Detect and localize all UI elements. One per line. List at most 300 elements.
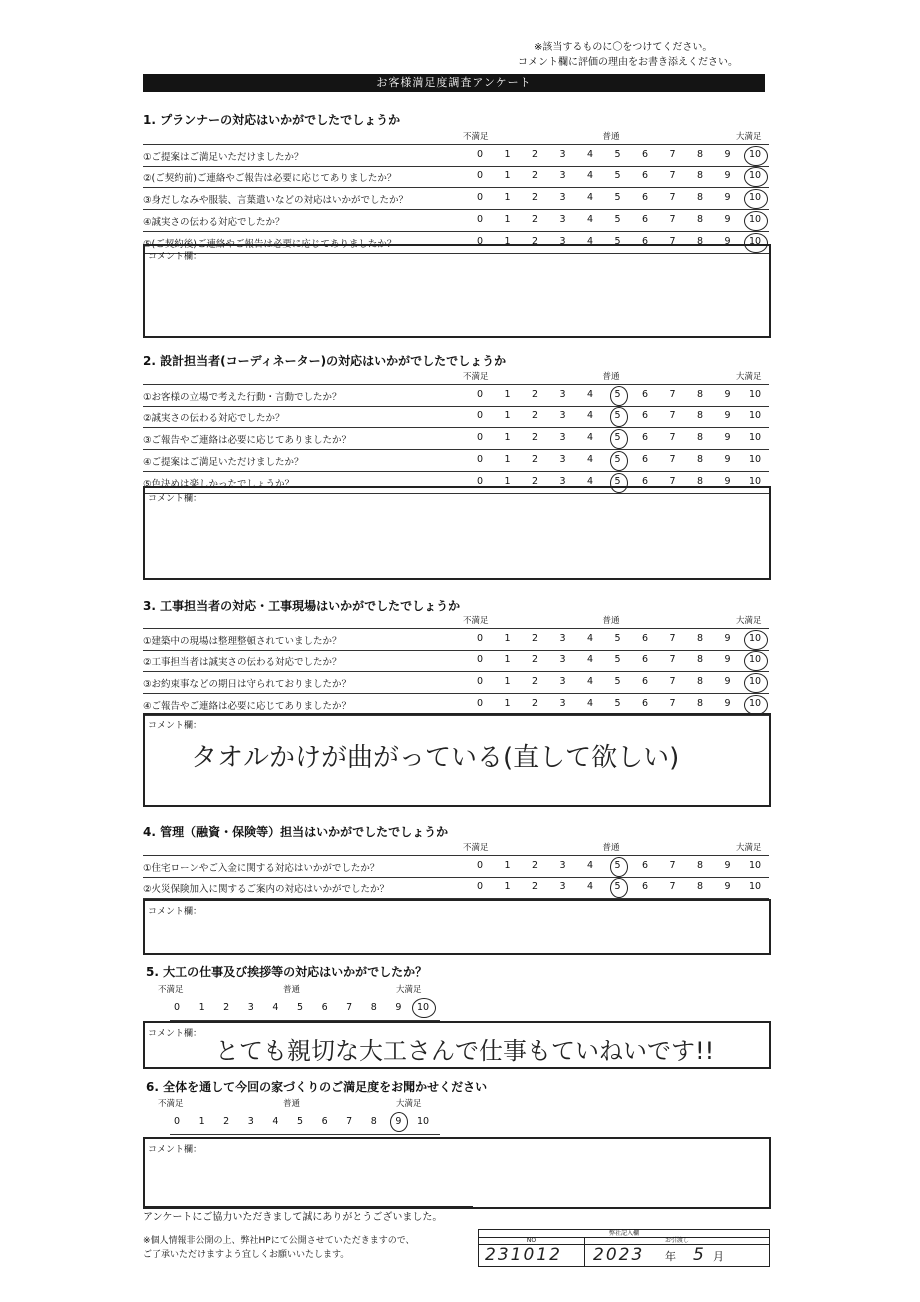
rating-option[interactable]: 4 — [586, 149, 594, 160]
rating-option[interactable]: 4 — [586, 170, 594, 181]
rating-option[interactable]: 4 — [586, 410, 594, 421]
rating-option[interactable]: 2 — [531, 698, 539, 709]
selected-rating-circle — [610, 878, 628, 898]
rating-option[interactable]: 2 — [531, 236, 539, 247]
rating-option[interactable]: 2 — [531, 432, 539, 443]
rating-option[interactable]: 7 — [669, 410, 676, 421]
rating-option[interactable]: 4 — [272, 1116, 279, 1127]
rating-option[interactable]: 2 — [531, 860, 539, 871]
rating-option[interactable]: 8 — [696, 698, 704, 709]
comment-box[interactable] — [143, 486, 771, 580]
selected-rating-circle — [744, 189, 768, 209]
rating-option[interactable]: 10 — [748, 389, 762, 400]
rating-option[interactable]: 1 — [504, 410, 511, 421]
rating-option[interactable]: 4 — [586, 432, 594, 443]
question-row — [143, 877, 769, 899]
rating-option[interactable]: 2 — [223, 1116, 230, 1127]
rating-option[interactable]: 6 — [641, 654, 649, 665]
rating-option[interactable]: 10 — [748, 170, 762, 181]
rating-option[interactable]: 0 — [476, 633, 484, 644]
rating-option[interactable]: 8 — [696, 410, 704, 421]
rating-option[interactable]: 9 — [724, 698, 731, 709]
rating-option[interactable]: 3 — [559, 654, 566, 665]
rating-option[interactable]: 7 — [669, 676, 676, 687]
rating-option[interactable]: 6 — [641, 698, 649, 709]
rating-option[interactable]: 9 — [724, 676, 731, 687]
question-text: ①建築中の現場は整理整頓されていましたか？ — [143, 636, 342, 647]
rating-option[interactable]: 10 — [748, 236, 762, 247]
no-label: NO — [479, 1238, 585, 1245]
rating-option[interactable]: 8 — [696, 476, 704, 487]
rating-option[interactable]: 4 — [586, 236, 594, 247]
section-title: 5. 大工の仕事及び挨拶等の対応はいかがでしたか？ — [146, 965, 428, 979]
rating-scale — [473, 192, 773, 206]
rating-option[interactable]: 3 — [247, 1002, 254, 1013]
rating-option[interactable]: 6 — [641, 476, 649, 487]
question-row — [143, 855, 769, 878]
rating-option[interactable]: 1 — [504, 860, 511, 871]
rating-option[interactable]: 6 — [641, 214, 649, 225]
scale-label-low: 不満足 — [463, 616, 489, 626]
rating-option[interactable]: 6 — [641, 149, 649, 160]
question-row — [143, 672, 769, 694]
rating-option[interactable]: 2 — [531, 149, 539, 160]
rating-option[interactable]: 0 — [476, 432, 484, 443]
question-row — [143, 166, 769, 188]
rating-option[interactable]: 4 — [272, 1002, 279, 1013]
section-title: 2. 設計担当者(コーディネーター)の対応はいかがでしたでしょうか — [143, 354, 507, 368]
scale-label-high: 大満足 — [736, 843, 762, 853]
rating-option[interactable]: 2 — [531, 454, 539, 465]
rating-option[interactable]: 10 — [748, 149, 762, 160]
rating-option[interactable]: 1 — [504, 654, 511, 665]
rating-option[interactable]: 9 — [395, 1002, 402, 1013]
office-use-header: 弊社記入欄 — [479, 1230, 769, 1238]
rating-option[interactable]: 5 — [614, 476, 621, 487]
rating-option[interactable]: 3 — [559, 149, 566, 160]
rating-option[interactable]: 0 — [173, 1002, 181, 1013]
scale-label-low: 不満足 — [158, 1099, 184, 1109]
table-divider — [584, 1245, 585, 1266]
instruction-note-1: ※該当するものに〇をつけてください。 — [534, 42, 713, 53]
rating-option[interactable]: 0 — [476, 236, 484, 247]
rating-option[interactable]: 10 — [416, 1002, 430, 1013]
selected-rating-circle — [744, 167, 768, 187]
rating-option[interactable]: 10 — [748, 410, 762, 421]
rating-option[interactable]: 0 — [476, 389, 484, 400]
rating-option[interactable]: 2 — [531, 214, 539, 225]
rating-option[interactable]: 9 — [724, 410, 731, 421]
rating-option[interactable]: 1 — [198, 1116, 205, 1127]
rating-option[interactable]: 4 — [586, 698, 594, 709]
rating-option[interactable]: 3 — [559, 236, 566, 247]
section-title: 6. 全体を通して今回の家づくりのご満足度をお聞かせください — [146, 1080, 488, 1094]
section-title: 4. 管理（融資・保険等）担当はいかがでしたでしょうか — [143, 825, 449, 839]
question-row — [143, 144, 769, 167]
rating-option[interactable]: 1 — [504, 633, 511, 644]
rating-option[interactable]: 2 — [531, 476, 539, 487]
rating-option[interactable]: 3 — [559, 214, 566, 225]
rating-option[interactable]: 8 — [370, 1116, 377, 1127]
scale-label-high: 大満足 — [396, 985, 422, 995]
rating-option[interactable]: 3 — [559, 410, 566, 421]
rating-option[interactable]: 8 — [696, 676, 704, 687]
rating-option[interactable]: 9 — [724, 476, 731, 487]
rating-option[interactable]: 2 — [531, 170, 539, 181]
selected-rating-circle — [610, 451, 628, 471]
rating-option[interactable]: 3 — [559, 432, 566, 443]
rating-option[interactable]: 7 — [669, 236, 676, 247]
scale-label-high: 大満足 — [736, 616, 762, 626]
month-unit: 月 — [713, 1250, 724, 1263]
comment-label: コメント欄： — [148, 252, 203, 262]
rating-option[interactable]: 3 — [559, 170, 566, 181]
rating-scale — [473, 389, 773, 403]
rating-option[interactable]: 10 — [748, 654, 762, 665]
rating-option[interactable]: 6 — [641, 432, 649, 443]
question-text: ④ご報告やご連絡は必要に応じてありましたか？ — [143, 701, 352, 712]
rating-option[interactable]: 6 — [641, 860, 649, 871]
rating-option[interactable]: 3 — [247, 1116, 254, 1127]
rating-option[interactable]: 6 — [641, 170, 649, 181]
rating-scale — [473, 698, 773, 712]
rating-option[interactable]: 10 — [748, 454, 762, 465]
rating-option[interactable]: 2 — [531, 389, 539, 400]
privacy-note-1: ※個人情報非公開の上、弊社HPにて公開させていただきますので、 — [143, 1236, 415, 1246]
selected-rating-circle — [610, 429, 628, 449]
rating-scale — [473, 432, 773, 446]
rating-option[interactable]: 9 — [724, 633, 731, 644]
rating-option[interactable]: 8 — [696, 454, 704, 465]
rating-option[interactable]: 3 — [559, 389, 566, 400]
comment-label: コメント欄： — [148, 907, 203, 917]
rating-option[interactable]: 0 — [476, 149, 484, 160]
rating-option[interactable]: 2 — [531, 676, 539, 687]
rating-option[interactable]: 7 — [346, 1116, 353, 1127]
rating-option[interactable]: 0 — [476, 881, 484, 892]
rating-option[interactable]: 9 — [724, 236, 731, 247]
rating-option[interactable]: 4 — [586, 676, 594, 687]
rating-option[interactable]: 3 — [559, 192, 566, 203]
selected-rating-circle — [744, 211, 768, 231]
rating-option[interactable]: 0 — [173, 1116, 181, 1127]
rating-option[interactable]: 8 — [696, 389, 704, 400]
handover-date-label: お引渡し — [585, 1238, 769, 1245]
rating-option[interactable]: 7 — [669, 432, 676, 443]
rating-option[interactable]: 9 — [724, 432, 731, 443]
rating-option[interactable]: 6 — [641, 410, 649, 421]
rating-option[interactable]: 7 — [669, 860, 676, 871]
question-text: ⑤(ご契約後)ご連絡やご報告は必要に応じてありましたか？ — [143, 239, 397, 250]
question-text: ③お約束事などの期日は守られておりましたか？ — [143, 679, 352, 690]
rating-option[interactable]: 6 — [321, 1002, 328, 1013]
office-use-table — [478, 1229, 770, 1267]
rating-option[interactable]: 8 — [696, 192, 704, 203]
rating-option[interactable]: 10 — [748, 476, 762, 487]
rating-option[interactable]: 5 — [614, 410, 621, 421]
rating-option[interactable]: 9 — [724, 149, 731, 160]
privacy-note-2: ご了承いただけますよう宜しくお願いいたします。 — [143, 1250, 350, 1260]
rating-scale — [170, 1116, 440, 1135]
question-row — [143, 428, 769, 450]
scale-label-mid: 普通 — [602, 372, 620, 382]
rating-option[interactable]: 9 — [724, 389, 731, 400]
selected-rating-circle — [744, 146, 768, 166]
rating-option[interactable]: 1 — [504, 389, 511, 400]
rating-option[interactable]: 5 — [614, 214, 621, 225]
rating-option[interactable]: 8 — [696, 214, 704, 225]
rating-option[interactable]: 10 — [748, 860, 762, 871]
question-text: ⑤色決めは楽しかったでしょうか？ — [143, 479, 295, 490]
instruction-note-2: コメント欄に評価の理由をお書き添えください。 — [518, 57, 738, 68]
rating-scale — [473, 214, 773, 228]
scale-label-mid: 普通 — [283, 1099, 301, 1109]
rating-option[interactable]: 0 — [476, 654, 484, 665]
question-row — [143, 650, 769, 672]
comment-box[interactable] — [143, 899, 771, 955]
handover-month: 5 — [693, 1245, 704, 1265]
rating-option[interactable]: 8 — [696, 881, 704, 892]
question-text: ②(ご契約前)ご連絡やご報告は必要に応じてありましたか？ — [143, 173, 397, 184]
rating-option[interactable]: 8 — [696, 432, 704, 443]
rating-option[interactable]: 0 — [476, 698, 484, 709]
rating-option[interactable]: 2 — [531, 410, 539, 421]
rating-scale — [473, 860, 773, 874]
rating-option[interactable]: 4 — [586, 633, 594, 644]
rating-option[interactable]: 6 — [641, 236, 649, 247]
rating-option[interactable]: 8 — [696, 149, 704, 160]
rating-option[interactable]: 3 — [559, 698, 566, 709]
rating-option[interactable]: 5 — [614, 192, 621, 203]
rating-option[interactable]: 5 — [614, 698, 621, 709]
rating-option[interactable]: 0 — [476, 410, 484, 421]
handwritten-comment: とても親切な大工さんで仕事もていねいです!! — [215, 1037, 715, 1065]
rating-option[interactable]: 5 — [614, 860, 621, 871]
question-row — [143, 384, 769, 407]
rating-option[interactable]: 6 — [641, 633, 649, 644]
rating-option[interactable]: 1 — [504, 454, 511, 465]
rating-option[interactable]: 0 — [476, 676, 484, 687]
rating-option[interactable]: 0 — [476, 214, 484, 225]
rating-option[interactable]: 7 — [669, 454, 676, 465]
scale-label-low: 不満足 — [463, 372, 489, 382]
rating-option[interactable]: 4 — [586, 389, 594, 400]
rating-scale — [473, 149, 773, 163]
rating-option[interactable]: 10 — [416, 1116, 430, 1127]
comment-box[interactable] — [143, 1137, 771, 1209]
question-text: ①住宅ローンやご入金に関する対応はいかがでしたか？ — [143, 863, 380, 874]
rating-option[interactable]: 9 — [395, 1116, 402, 1127]
rating-scale — [473, 454, 773, 468]
rating-option[interactable]: 1 — [504, 698, 511, 709]
rating-option[interactable]: 0 — [476, 454, 484, 465]
rating-option[interactable]: 3 — [559, 454, 566, 465]
comment-label: コメント欄： — [148, 494, 203, 504]
rating-option[interactable]: 7 — [669, 192, 676, 203]
rating-option[interactable]: 10 — [748, 698, 762, 709]
rating-option[interactable]: 1 — [504, 170, 511, 181]
question-text: ④誠実さの伝わる対応でしたか？ — [143, 217, 285, 228]
rating-option[interactable]: 6 — [641, 389, 649, 400]
rating-option[interactable]: 2 — [531, 192, 539, 203]
survey-number: 231012 — [485, 1245, 562, 1265]
rating-option[interactable]: 10 — [748, 881, 762, 892]
question-row — [143, 628, 769, 651]
rating-option[interactable]: 7 — [669, 170, 676, 181]
rating-option[interactable]: 1 — [504, 236, 511, 247]
scale-label-mid: 普通 — [602, 132, 620, 142]
question-text: ②誠実さの伝わる対応でしたか？ — [143, 413, 285, 424]
rating-option[interactable]: 0 — [476, 860, 484, 871]
rating-option[interactable]: 9 — [724, 654, 731, 665]
rating-option[interactable]: 5 — [296, 1002, 304, 1013]
selected-rating-circle — [744, 651, 768, 671]
rating-option[interactable]: 6 — [641, 454, 649, 465]
rating-option[interactable]: 0 — [476, 192, 484, 203]
rating-option[interactable]: 5 — [614, 654, 621, 665]
rating-option[interactable]: 10 — [748, 633, 762, 644]
rating-option[interactable]: 4 — [586, 654, 594, 665]
rating-option[interactable]: 0 — [476, 476, 484, 487]
scale-label-mid: 普通 — [602, 843, 620, 853]
rating-option[interactable]: 6 — [641, 881, 649, 892]
rating-option[interactable]: 1 — [504, 149, 511, 160]
handwritten-comment: タオルかけが曲がっている(直して欲しい) — [191, 743, 680, 773]
question-text: ②工事担当者は誠実さの伝わる対応でしたか？ — [143, 657, 342, 668]
rating-option[interactable]: 2 — [223, 1002, 230, 1013]
rating-option[interactable]: 10 — [748, 214, 762, 225]
question-text: ③身だしなみや服装、言葉遣いなどの対応はいかがでしたか？ — [143, 195, 409, 206]
rating-option[interactable]: 5 — [614, 633, 621, 644]
rating-option[interactable]: 5 — [614, 149, 621, 160]
question-text: ③ご報告やご連絡は必要に応じてありましたか？ — [143, 435, 352, 446]
rating-option[interactable]: 7 — [669, 476, 676, 487]
rating-scale — [170, 1002, 440, 1021]
rating-option[interactable]: 1 — [198, 1002, 205, 1013]
comment-box[interactable] — [143, 713, 771, 807]
rating-option[interactable]: 3 — [559, 633, 566, 644]
comment-label: コメント欄： — [148, 1029, 203, 1039]
scale-label-high: 大満足 — [396, 1099, 422, 1109]
selected-rating-circle — [744, 673, 768, 693]
rating-option[interactable]: 7 — [669, 654, 676, 665]
rating-option[interactable]: 9 — [724, 860, 731, 871]
rating-option[interactable]: 9 — [724, 881, 731, 892]
selected-rating-circle — [610, 407, 628, 427]
question-row — [143, 406, 769, 428]
scale-label-high: 大満足 — [736, 372, 762, 382]
scale-label-low: 不満足 — [158, 985, 184, 995]
rating-option[interactable]: 5 — [614, 881, 621, 892]
rating-option[interactable]: 7 — [669, 389, 676, 400]
rating-option[interactable]: 6 — [641, 192, 649, 203]
rating-option[interactable]: 6 — [641, 676, 649, 687]
rating-option[interactable]: 9 — [724, 214, 731, 225]
rating-option[interactable]: 8 — [696, 236, 704, 247]
rating-option[interactable]: 8 — [696, 170, 704, 181]
rating-option[interactable]: 4 — [586, 881, 594, 892]
rating-option[interactable]: 5 — [296, 1116, 304, 1127]
rating-option[interactable]: 3 — [559, 676, 566, 687]
comment-box[interactable] — [143, 244, 771, 338]
thanks-text: アンケートにご協力いただきまして誠にありがとうございました。 — [143, 1212, 443, 1223]
rating-option[interactable]: 5 — [614, 454, 621, 465]
rating-option[interactable]: 1 — [504, 192, 511, 203]
rating-option[interactable]: 1 — [504, 214, 511, 225]
rating-option[interactable]: 2 — [531, 881, 539, 892]
rating-option[interactable]: 5 — [614, 170, 621, 181]
section-title: 1. プランナーの対応はいかがでしたでしょうか — [143, 113, 401, 127]
rating-option[interactable]: 7 — [669, 633, 676, 644]
selected-rating-circle — [610, 857, 628, 877]
rating-option[interactable]: 1 — [504, 476, 511, 487]
rating-option[interactable]: 1 — [504, 676, 511, 687]
rating-option[interactable]: 4 — [586, 192, 594, 203]
section-title: 3. 工事担当者の対応・工事現場はいかがでしたでしょうか — [143, 599, 461, 613]
rating-option[interactable]: 7 — [669, 698, 676, 709]
rating-option[interactable]: 3 — [559, 476, 566, 487]
scale-label-low: 不満足 — [463, 843, 489, 853]
selected-rating-circle — [610, 386, 628, 406]
rating-option[interactable]: 3 — [559, 881, 566, 892]
year-unit: 年 — [665, 1250, 676, 1263]
rating-option[interactable]: 8 — [696, 633, 704, 644]
rating-scale — [473, 654, 773, 668]
rating-option[interactable]: 6 — [321, 1116, 328, 1127]
rating-option[interactable]: 7 — [669, 881, 676, 892]
rating-scale — [473, 676, 773, 690]
comment-box[interactable] — [143, 1021, 771, 1069]
rating-option[interactable]: 3 — [559, 860, 566, 871]
rating-option[interactable]: 7 — [669, 214, 676, 225]
rating-option[interactable]: 4 — [586, 214, 594, 225]
selected-rating-circle — [390, 1112, 408, 1132]
rating-option[interactable]: 8 — [696, 860, 704, 871]
rating-option[interactable]: 8 — [370, 1002, 377, 1013]
rating-option[interactable]: 4 — [586, 476, 594, 487]
question-text: ④ご提案はご満足いただけましたか？ — [143, 457, 304, 468]
footer-divider — [143, 1206, 473, 1207]
rating-option[interactable]: 2 — [531, 633, 539, 644]
rating-option[interactable]: 1 — [504, 881, 511, 892]
survey-title: お客様満足度調査アンケート — [143, 74, 765, 92]
rating-option[interactable]: 8 — [696, 654, 704, 665]
rating-option[interactable]: 9 — [724, 454, 731, 465]
rating-option[interactable]: 5 — [614, 432, 621, 443]
rating-option[interactable]: 4 — [586, 454, 594, 465]
rating-option[interactable]: 5 — [614, 389, 621, 400]
rating-option[interactable]: 7 — [669, 149, 676, 160]
rating-option[interactable]: 9 — [724, 192, 731, 203]
rating-option[interactable]: 10 — [748, 432, 762, 443]
comment-label: コメント欄： — [148, 721, 203, 731]
rating-option[interactable]: 7 — [346, 1002, 353, 1013]
rating-option[interactable]: 10 — [748, 676, 762, 687]
rating-option[interactable]: 0 — [476, 170, 484, 181]
rating-option[interactable]: 1 — [504, 432, 511, 443]
question-row — [143, 210, 769, 232]
scale-label-low: 不満足 — [463, 132, 489, 142]
rating-option[interactable]: 10 — [748, 192, 762, 203]
rating-option[interactable]: 9 — [724, 170, 731, 181]
selected-rating-circle — [744, 630, 768, 650]
rating-option[interactable]: 4 — [586, 860, 594, 871]
rating-option[interactable]: 2 — [531, 654, 539, 665]
rating-option[interactable]: 5 — [614, 676, 621, 687]
question-row — [143, 188, 769, 210]
scale-label-mid: 普通 — [283, 985, 301, 995]
rating-option[interactable]: 5 — [614, 236, 621, 247]
